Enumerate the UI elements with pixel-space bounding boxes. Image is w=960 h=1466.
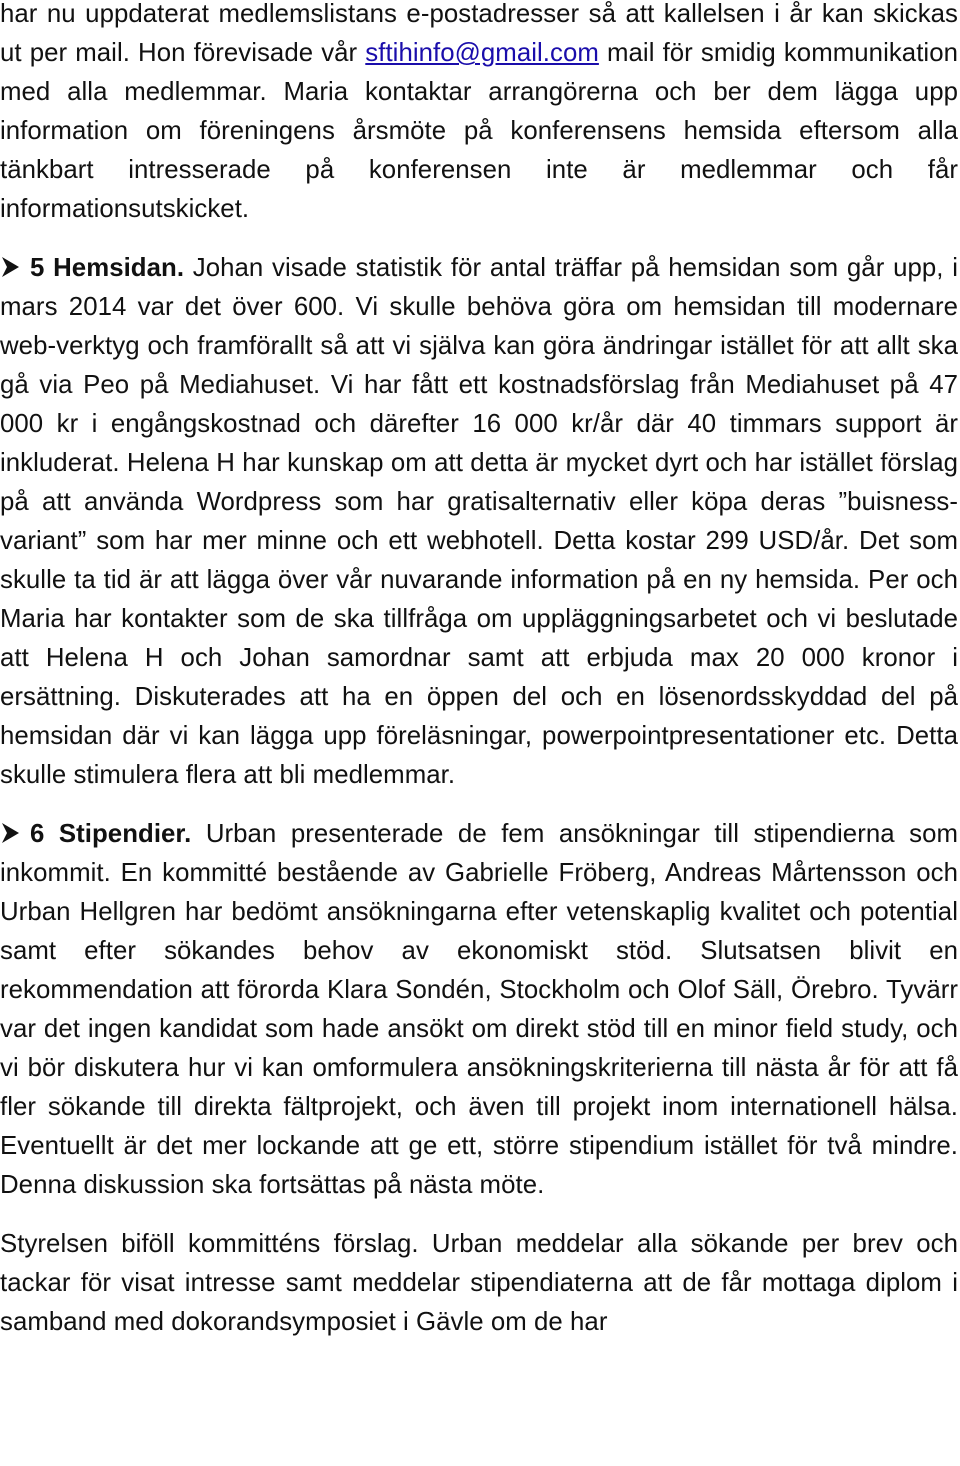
paragraph-member-list — [0, 0, 958, 229]
section-text: Johan visade statistik för antal träffar på hemsidan som går upp, i mars 2014 var det över 600. Vi skulle behöva göra om hemsidan till modernare web-verktyg och framförallt så att vi själva kan göra ändringar istället för att allt ska gå via Peo på Mediahuset. Vi har fått ett kostnadsförslag från Mediahuset på 47 000 kr i engångskostnad och därefter 16 000 kr/år där 40 timmars support är inkluderat. Helena H har kunskap om att detta är mycket dyrt och har istället förslag på att använda Wordpress som har gratisalternativ eller köpa deras ”buisness-variant” som har mer minne och ett webhotell. Detta kostar 299 USD/år. Det som skulle ta tid är att lägga över vår nuvarande information på en ny hemsida. Per och Maria har kontakter som de ska tillfråga om uppläggningsarbetet och vi beslutade att Helena H och Johan samordnar samt att erbjuda max 20 000 kronor i ersättning. Diskuterades att ha en öppen del och en lösenordsskyddad del på hemsidan där vi kan lägga upp föreläsningar, powerpointpresentationer etc. Detta skulle stimulera flera att bli medlemmar. — [0, 254, 958, 789]
section-hemsidan — [0, 249, 958, 795]
paragraph-text: mail för smidig kommunikation med alla medlemmar. Maria kontaktar arrangörerna och ber dem lägga upp information om föreningens årsmöte på konferensens hemsida eftersom alla tänkbart intresserade på konferensen inte är medlemmar och får informationsutskicket. — [0, 39, 958, 223]
email-link[interactable]: sftihinfo@gmail.com — [365, 39, 599, 67]
section-text: Urban presenterade de fem ansökningar till stipendierna som inkommit. En kommitté bestående av Gabrielle Fröberg, Andreas Mårtensson och Urban Hellgren har bedömt ansökningarna efter vetenskaplig kvalitet och potential samt efter sökandes behov av ekonomiskt stöd. Slutsatsen blivit en rekommendation att förorda Klara Sondén, Stockholm och Olof Säll, Örebro. Tyvärr var det ingen kandidat som hade ansökt om direkt stöd till en minor field study, och vi bör diskutera hur vi kan omformulera ansökningskriterierna till nästa år för att få fler sökande till direkta fältprojekt, och även till projekt inom internationell hälsa. Eventuellt är det mer lockande att ge ett, större stipendium istället för två mindre. Denna diskussion ska fortsättas på nästa möte. — [0, 820, 959, 1199]
arrow-right-icon — [0, 820, 22, 846]
paragraph-decision: Styrelsen biföll kommitténs förslag. Urban meddelar alla sökande per brev och tackar för visat intresse samt meddelar stipendiaterna att de får mottaga diplom i samband med dokorandsymposiet i Gävle om de har — [0, 1230, 958, 1336]
section-stipendier — [0, 815, 958, 1205]
paragraph-text: har nu uppdaterat medlemslistans e-postadresser så att kallelsen i år kan skickas ut per mail. Hon förevisade vår — [0, 0, 958, 67]
arrow-right-icon — [0, 254, 22, 280]
section-heading: 5 Hemsidan. — [30, 254, 185, 282]
section-heading: 6 Stipendier. — [30, 820, 192, 848]
